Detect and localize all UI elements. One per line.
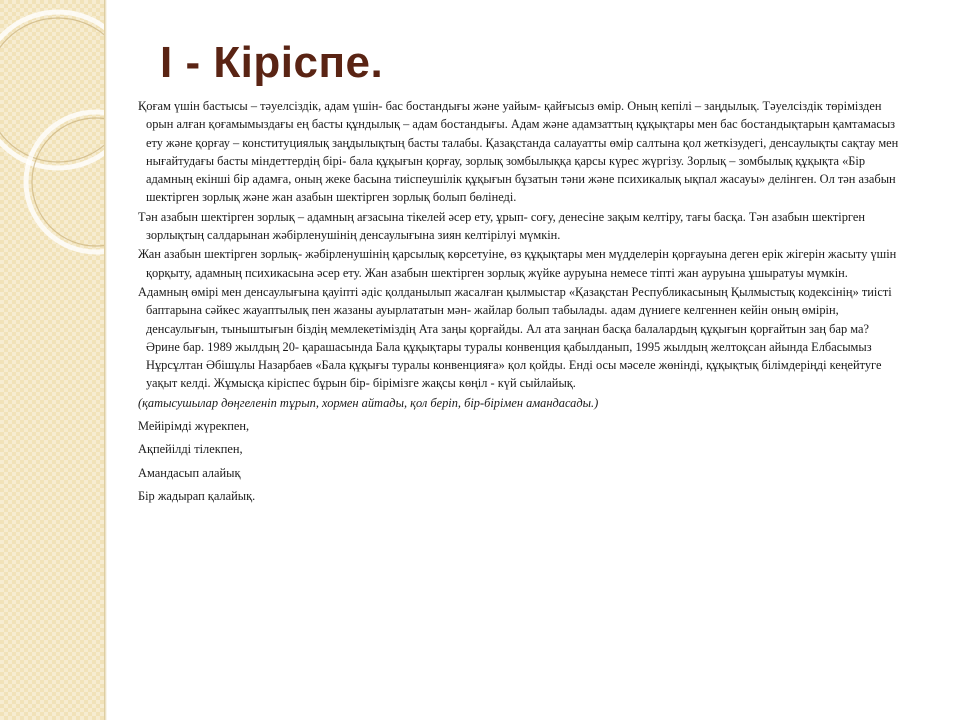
paragraph-legal: Адамның өмірі мен денсаулығына қауіпті әдіс қолданылып жасалған қылмыстар «Қазақстан Республикасының Қылмыстық кодексінің» тиісті баптарына сәйкес жауаптылық пен жазаны ауырлататын мән- жайлар болып табылады. адам дүниеге келгеннен кейін оның өмірін, денсаулығын, тыныштығын біздің мемлекетіміздің Ата заңы қорғайды. Ал ата заңнан басқа балалардың құқығын қорғайтын заң бар ма? Әрине бар. 1989 жылдың 20- қарашасында Бала құқықтары туралы конвенция қабылданып, 1995 жылдың желтоқсан айында Елбасымыз Нұрсұлтан Әбішұлы Назарбаев «Бала құқығы туралы конвенцияға» қол қойды. Енді осы мәселе жөнінді, құқықтық білімдеріңді кеңейтуге уақыт келді. Жұмысқа кіріспес бұрын бір- бірімізге жақсы көңіл - күй сыйлайық.	[138, 284, 892, 391]
decorative-sidebar	[0, 0, 104, 720]
sidebar-edge	[104, 0, 107, 720]
poem-line: Амандасып алайық	[138, 465, 241, 480]
slide-body	[138, 97, 900, 510]
stage-direction: (қатысушылар дөңгеленіп тұрып, хормен айтады, қол беріп, бір-бірімен амандасады.)	[138, 395, 599, 410]
slide-title: I - Кіріспе.	[160, 38, 384, 87]
poem-line: Мейірімді жүрекпен,	[138, 419, 250, 434]
poem-line: Бір жадырап қалайық.	[138, 488, 256, 503]
decorative-circles	[0, 0, 104, 720]
paragraph-physical-violence: Тән азабын шектірген зорлық – адамның ағзасына тікелей әсер ету, ұрып- соғу, денесіне зақым келтіру, тағы басқа. Тән азабын шектірген зорлықтың салдарынан жәбірленушінің денсаулығына зиян келтірілуі мүмкін.	[138, 209, 865, 243]
paragraph-intro: Қоғам үшін бастысы – тәуелсіздік, адам үшін- бас бостандығы және уайым- қайғысыз өмір. Оның кепілі – заңдылық. Тәуелсіздік төрімізден орын алған қоғамымыздағы ең басты құндылық – адам бостандығы. Адам жәнe адамзаттың құқықтары мен бас бостандықтарын қамтамасыз ету және қорғау – конституциялық заңдылықтың басты талабы. Қазақстанда салауатты өмір салтына қол жеткізудегі, денсаулықты сақтау мен нығайтудағы басты міндеттердің бірі- бала құқығын қорғау, зорлық зомбылыққа қарсы күрес жүргізу. Зорлық – зомбылық құқықта «Бір адамның екінші бір адамға, оның жеке басына тиіспеушілік құқығын бұзатын тәни және психикалық ықпал жасауы» делінген. Ол тән азабын шектірген зорлық және жан азабын шектірген зорлық болып бөлінеді.	[138, 99, 899, 205]
paragraph-psychological-violence: Жан азабын шектірген зорлық- жәбірленушінің қарсылық көрсетуіне, өз құқықтары мен мүдделерін қорғауына деген ерік жігерін жасыту үшін қорқыту, адамның психикасына әсер ету. Жан азабын шектірген зорлық жүйке ауруына немесе тіпті жан ауруына ұшыратуы мүмкін.	[138, 247, 897, 280]
poem-line: Ақпейілді тілекпен,	[138, 442, 243, 457]
